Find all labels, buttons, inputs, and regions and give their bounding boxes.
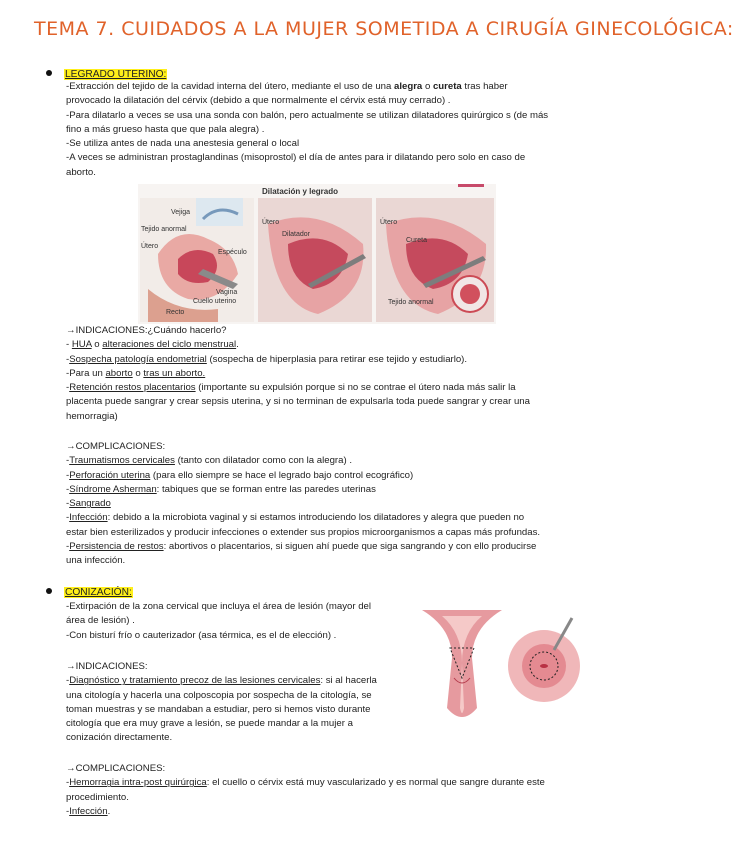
svg-text:Recto: Recto bbox=[166, 309, 185, 316]
text-line: -Retención restos placentarios (importante su expulsión porque si no se contrae el útero nada más salir la bbox=[66, 382, 516, 394]
text-line: área de lesión) . bbox=[66, 615, 135, 627]
conizacion-complicaciones bbox=[66, 762, 545, 819]
svg-text:Cuello uterino: Cuello uterino bbox=[193, 298, 237, 305]
bullet-icon bbox=[46, 588, 52, 594]
text-line: hemorragia) bbox=[66, 410, 118, 422]
legrado-description bbox=[66, 80, 548, 180]
text-line: -Se utiliza antes de nada una anestesia general o local bbox=[66, 138, 300, 150]
text-line: conización directamente. bbox=[66, 732, 173, 744]
dilatacion-legrado-figure bbox=[138, 184, 496, 324]
svg-text:Espéculo: Espéculo bbox=[218, 249, 247, 256]
text-line: -Sangrado bbox=[66, 498, 111, 510]
legrado-heading: LEGRADO UTERINO: bbox=[65, 69, 167, 80]
text-line: citología que era muy grave a lesión, se puede mandar a la mujer a bbox=[66, 718, 353, 730]
svg-text:Útero: Útero bbox=[141, 243, 159, 250]
text-line: provocado la dilatación del cérvix (debido a que normalmente el cérvix está muy cerrado) . bbox=[66, 95, 451, 107]
text-line: -Persistencia de restos: abortivos o placentarios, si siguen ahí puede que siga sangrando y con ello producirse bbox=[66, 541, 537, 553]
svg-text:Cureta: Cureta bbox=[406, 237, 428, 244]
figure-panel-2 bbox=[258, 198, 372, 322]
text-line: -Con bisturí frío o cauterizador (asa térmica, es el de elección) . bbox=[66, 629, 337, 641]
text-line: -Infección: debido a la microbiota vaginal y si estamos introduciendo los dilatadores y alegra que pueden no bbox=[66, 512, 525, 524]
text-line: -Diagnóstico y tratamiento precoz de las lesiones cervicales: si al hacerla bbox=[66, 675, 377, 687]
text-line: aborto. bbox=[66, 166, 96, 178]
text-line: -Para dilatarlo a veces se usa una sonda con balón, pero actualmente se utilizan dilatadores quirúrgico s (de más bbox=[66, 109, 549, 121]
text-line: una infección. bbox=[66, 555, 126, 567]
subheading: →INDICACIONES: bbox=[66, 661, 148, 672]
svg-text:Dilatador: Dilatador bbox=[282, 231, 311, 238]
subheading: →COMPLICACIONES: bbox=[66, 441, 166, 452]
section-heading-conizacion bbox=[46, 585, 133, 600]
svg-text:Útero: Útero bbox=[380, 219, 398, 226]
figure-panel-3 bbox=[376, 198, 494, 322]
svg-text:Tejido anormal: Tejido anormal bbox=[141, 226, 187, 233]
conizacion-indicaciones bbox=[66, 660, 377, 746]
svg-text:Vejiga: Vejiga bbox=[171, 209, 191, 216]
text-line: toman muestras y se mandaban a estudiar, pero si hemos visto durante bbox=[66, 703, 371, 715]
text-line: -Para un aborto o tras un aborto. bbox=[66, 367, 206, 379]
text-line: -Hemorragia intra-post quirúrgica: el cuello o cérvix está muy vascularizado y es normal que sangre durante este bbox=[66, 777, 545, 789]
subheading: →COMPLICACIONES: bbox=[66, 763, 166, 774]
text-line: -Extirpación de la zona cervical que incluya el área de lesión (mayor del bbox=[66, 601, 372, 612]
text-line: una citología y hacerla una colposcopia por sospecha de la citología, se bbox=[66, 689, 372, 701]
figure-title: Dilatación y legrado bbox=[261, 187, 339, 196]
figure-panel-1 bbox=[140, 198, 254, 322]
svg-text:Vagina: Vagina bbox=[216, 289, 238, 296]
bullet-icon bbox=[46, 70, 52, 76]
text-line: -Síndrome Asherman: tabiques que se forman entre las paredes uterinas bbox=[66, 483, 376, 495]
legrado-indicaciones bbox=[66, 324, 530, 424]
text-line: procedimiento. bbox=[66, 791, 129, 803]
text-line: -Infección. bbox=[66, 805, 111, 817]
svg-text:Útero: Útero bbox=[262, 219, 280, 226]
text-line: -Perforación uterina (para ello siempre se hace el legrado bajo control ecográfico) bbox=[66, 469, 414, 481]
text-line: - HUA o alteraciones del ciclo menstrual. bbox=[66, 339, 239, 351]
text-line: -A veces se administran prostaglandinas (misoprostol) el día de antes para ir dilatando pero solo en caso de bbox=[66, 152, 526, 164]
text-line: -Sospecha patología endometrial (sospecha de hiperplasia para retirar ese tejido y estudiarlo). bbox=[66, 353, 468, 365]
conizacion-description bbox=[66, 600, 371, 643]
subheading: →INDICACIONES:¿Cuándo hacerlo? bbox=[66, 325, 227, 336]
text-line: -Extracción del tejido de la cavidad interna del útero, mediante el uso de una alegra o cureta tras haber bbox=[66, 81, 508, 92]
conizacion-heading: CONIZACIÓN: bbox=[65, 587, 132, 598]
text-line: estar bien esterilizados y producir infecciones o extender sus propios microorganismos a capas más profundas. bbox=[66, 526, 541, 538]
legrado-complicaciones bbox=[66, 440, 540, 569]
conizacion-figure bbox=[412, 608, 584, 728]
page-title: TEMA 7. CUIDADOS A LA MUJER SOMETIDA A CIRUGÍA GINECOLÓGICA: bbox=[34, 18, 734, 40]
svg-text:Tejido anormal: Tejido anormal bbox=[388, 299, 434, 306]
text-line: -Traumatismos cervicales (tanto con dilatador como con la alegra) . bbox=[66, 455, 352, 467]
text-line: placenta puede sangrar y crear sepsis uterina, y si no terminan de expulsarla toda puede sangrar y crear una bbox=[66, 396, 530, 408]
text-line: fino a más grueso hasta que que pala alegra) . bbox=[66, 123, 265, 135]
